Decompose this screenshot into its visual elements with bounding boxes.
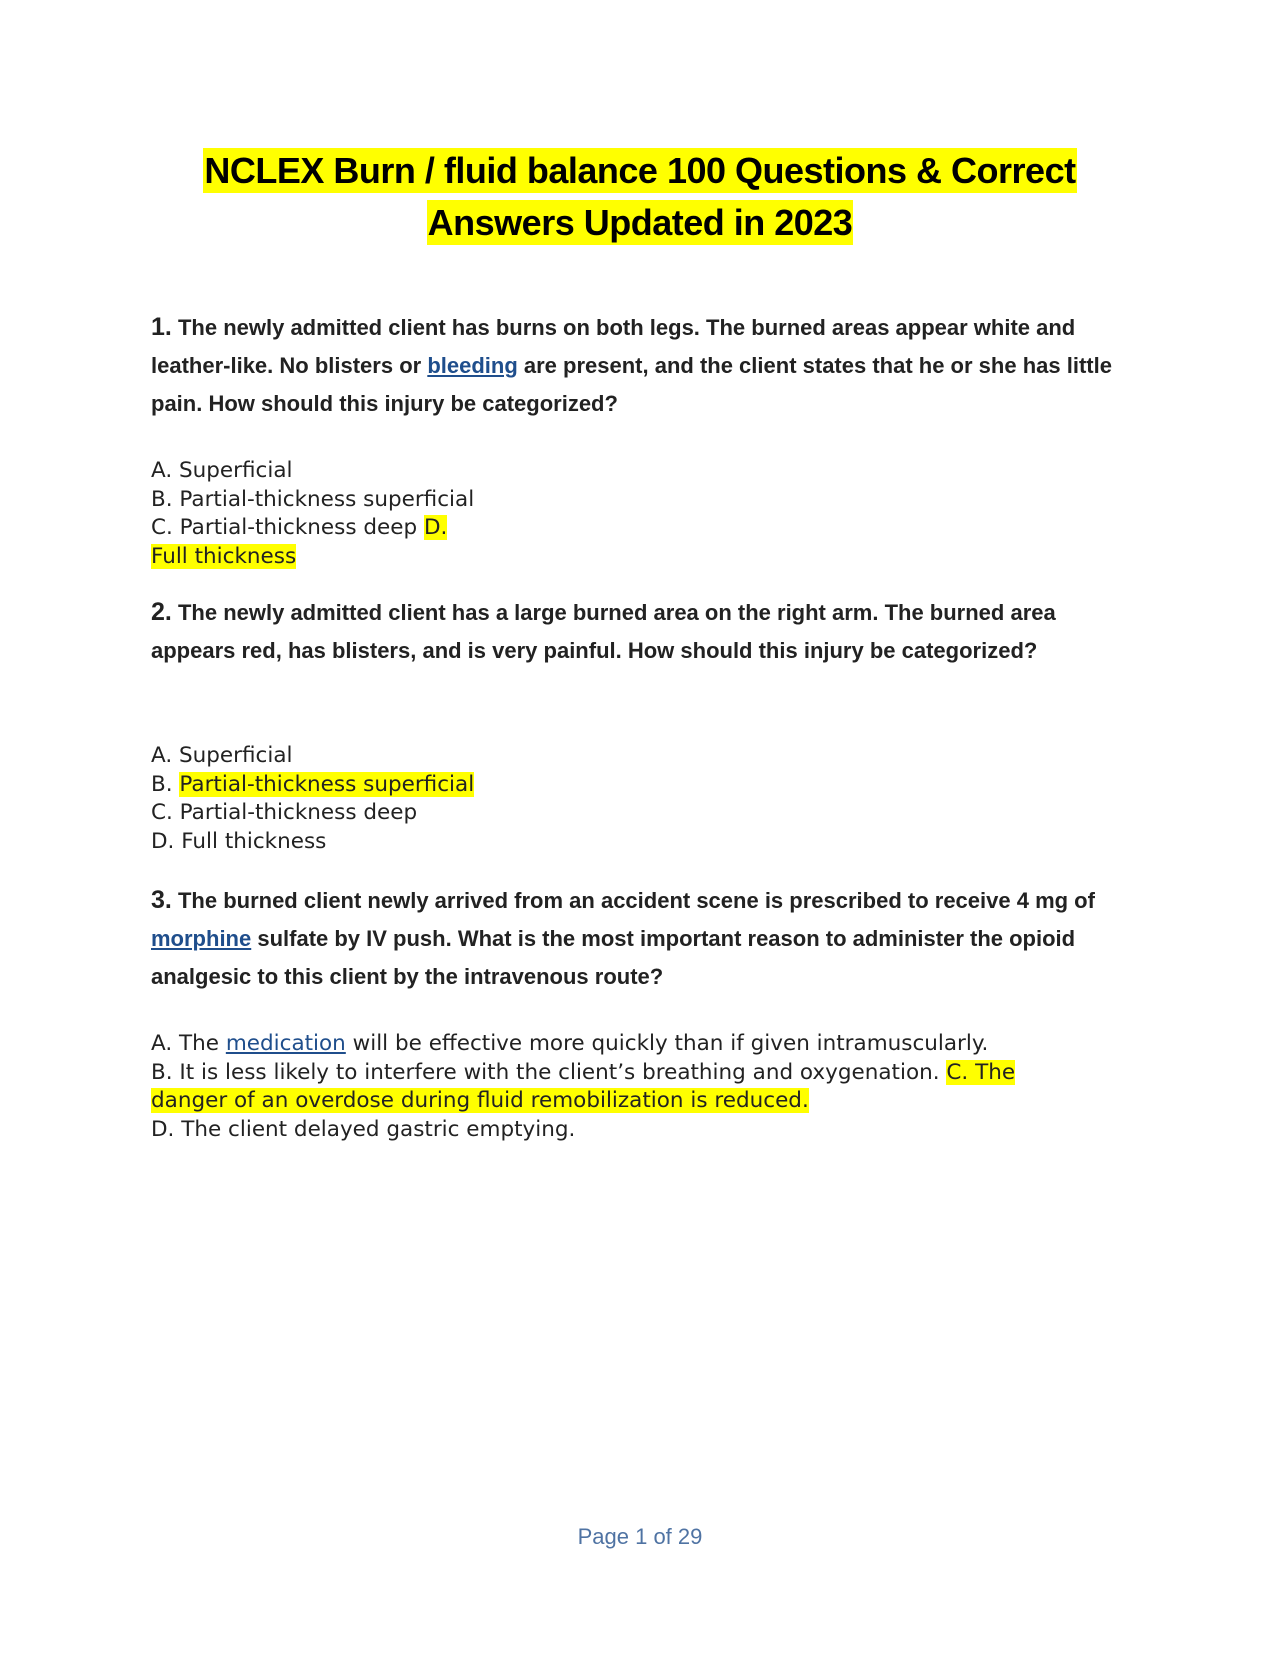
question-3: [151, 881, 1131, 996]
correct-answer: Partial-thickness superficial: [179, 771, 475, 797]
option-b: [151, 1059, 1131, 1088]
question-text: are present, and the client states that he or she has little pain. How should this injury be categorized?: [151, 353, 1112, 416]
question-number: 1.: [151, 313, 172, 341]
question-number: 2.: [151, 598, 172, 626]
option-b-prefix: B.: [151, 771, 180, 797]
question-1-options: [151, 457, 1131, 571]
question-2: [151, 593, 1131, 670]
question-1: [151, 308, 1131, 423]
question-text: sulfate by IV push. What is the most important reason to administer the opioid analgesic to this client by the intravenous route?: [151, 926, 1076, 989]
option-c: C. Partial-thickness deep: [151, 800, 418, 825]
option-c-text: C. Partial-thickness deep: [151, 515, 424, 540]
option-d-marker: D.: [423, 515, 448, 540]
morphine-link[interactable]: morphine: [151, 926, 252, 951]
option-b-text: B. It is less likely to interfere with the client’s breathing and oxygenation.: [151, 1059, 947, 1085]
question-number: 3.: [151, 886, 172, 914]
page-number-footer: Page 1 of 29: [577, 1524, 703, 1549]
option-a: A. Superficial: [151, 458, 293, 483]
option-d: D. Full thickness: [151, 828, 327, 854]
correct-answer: Full thickness: [151, 543, 297, 569]
option-d: [151, 543, 1131, 572]
option-d: D. The client delayed gastric emptying.: [151, 1116, 576, 1142]
question-2-options: [151, 742, 1131, 856]
correct-answer-start: C. The: [946, 1059, 1016, 1085]
option-a: A. Superficial: [151, 743, 293, 768]
option-c: [151, 1087, 1131, 1116]
bleeding-link[interactable]: bleeding: [427, 353, 518, 378]
option-a-suffix: will be effective more quickly than if given intramuscularly.: [345, 1031, 989, 1056]
question-text: The newly admitted client has a large burned area on the right arm. The burned area appears red, has blisters, and is very painful. How should this injury be categorized?: [151, 600, 1056, 663]
correct-answer: danger of an overdose during fluid remobilization is reduced.: [151, 1088, 809, 1113]
title-line-1: NCLEX Burn / fluid balance 100 Questions & Correct: [204, 150, 1076, 191]
question-text: The burned client newly arrived from an accident scene is prescribed to receive 4 mg of: [171, 888, 1095, 913]
option-a-prefix: A. The: [151, 1031, 226, 1056]
question-text: The newly admitted client has burns on both legs. The burned areas appear white and leather-like. No blisters or: [151, 315, 1076, 378]
option-b: B. Partial-thickness superficial: [151, 486, 475, 512]
title-line-2: Answers Updated in 2023: [427, 202, 853, 243]
option-c: [151, 514, 1131, 543]
document-title: [150, 145, 1130, 249]
question-3-options: [151, 1030, 1131, 1144]
option-a: [151, 1030, 1131, 1059]
option-b: [151, 771, 1131, 800]
medication-link[interactable]: medication: [225, 1031, 346, 1056]
